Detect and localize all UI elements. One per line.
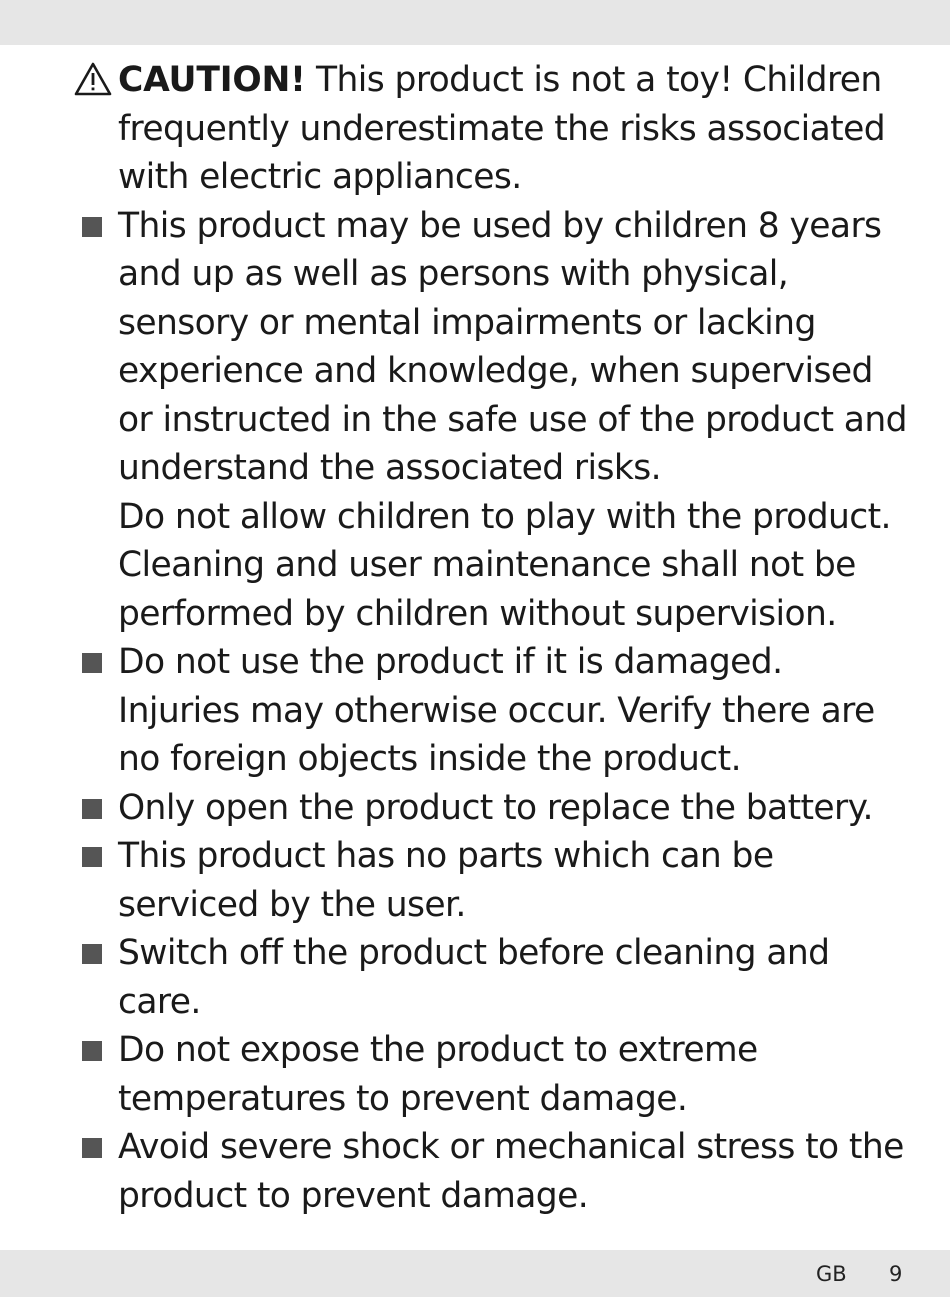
- item-paragraph: Only open the product to replace the battery.: [118, 787, 873, 828]
- list-item: [0, 202, 950, 639]
- square-bullet-icon: [82, 799, 102, 819]
- item-paragraph: Do not expose the product to extreme temperatures to prevent damage.: [118, 1030, 758, 1119]
- square-bullet-icon: [82, 217, 102, 237]
- square-bullet-icon: [82, 1138, 102, 1158]
- footer-band: [0, 1250, 950, 1297]
- safety-instructions: [0, 56, 950, 1220]
- list-item: [0, 638, 950, 784]
- item-paragraph: Avoid severe shock or mechanical stress to the product to prevent damage.: [118, 1127, 904, 1216]
- footer-language: GB: [816, 1262, 847, 1286]
- list-item: [0, 1123, 950, 1220]
- caution-message: This product is not a toy! Children frequently underestimate the risks associated with electric appliances.: [118, 60, 886, 197]
- page-number: 9: [889, 1262, 903, 1286]
- square-bullet-icon: [82, 944, 102, 964]
- square-bullet-icon: [82, 847, 102, 867]
- list-item: [0, 929, 950, 1026]
- item-paragraph: Do not use the product if it is damaged. Injuries may otherwise occur. Verify there are no foreign objects inside the product.: [118, 642, 875, 779]
- header-band: [0, 0, 950, 45]
- square-bullet-icon: [82, 653, 102, 673]
- item-paragraph: This product has no parts which can be serviced by the user.: [118, 836, 774, 925]
- caution-label: CAUTION!: [118, 60, 306, 100]
- warning-triangle-icon: [74, 62, 112, 96]
- square-bullet-icon: [82, 1041, 102, 1061]
- list-item: [0, 784, 950, 833]
- caution-text: [118, 56, 910, 202]
- list-item: [0, 832, 950, 929]
- item-paragraph: This product may be used by children 8 years and up as well as persons with physical, sensory or mental impairments or lacking experience and knowledge, when supervised or instructed in the safe use of the product and understand the associated risks.: [118, 205, 907, 488]
- caution-item: [0, 56, 950, 202]
- list-item: [0, 1026, 950, 1123]
- item-paragraph: Switch off the product before cleaning and care.: [118, 933, 830, 1022]
- item-paragraph: Do not allow children to play with the product. Cleaning and user maintenance shall not be performed by children without supervision.: [118, 496, 891, 634]
